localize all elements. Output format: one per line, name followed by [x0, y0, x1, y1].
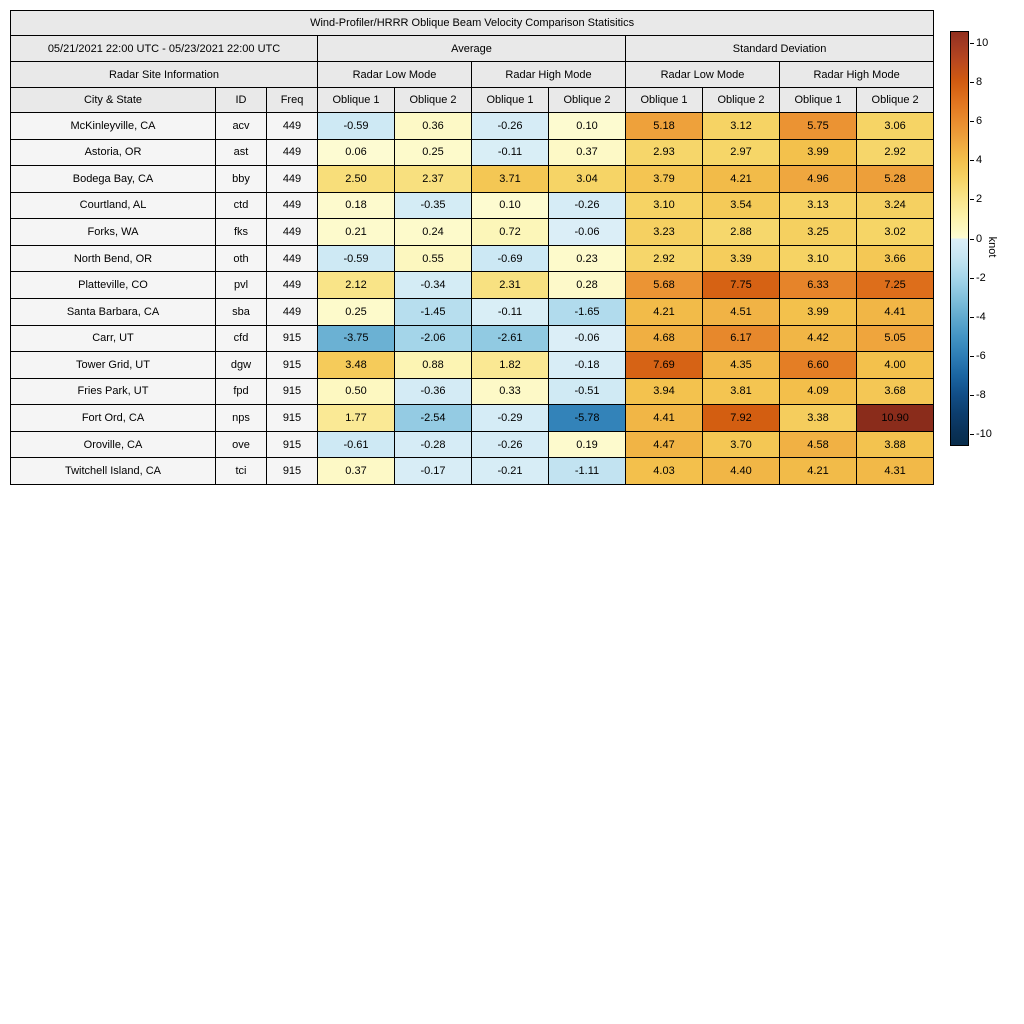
colorbar-tick-mark	[970, 434, 974, 435]
column-header-oblique2: Oblique 2	[857, 88, 934, 113]
value-cell: 0.25	[395, 139, 472, 166]
value-cell: 3.10	[780, 245, 857, 272]
id-cell: ast	[216, 139, 267, 166]
city-cell: Astoria, OR	[11, 139, 216, 166]
city-cell: Fort Ord, CA	[11, 405, 216, 432]
value-cell: 0.72	[472, 219, 549, 246]
colorbar-tick-mark	[970, 356, 974, 357]
value-cell: 3.02	[857, 219, 934, 246]
id-cell: acv	[216, 113, 267, 140]
value-cell: -0.28	[395, 431, 472, 458]
mode-header-avg-low: Radar Low Mode	[318, 62, 472, 88]
city-cell: Santa Barbara, CA	[11, 298, 216, 325]
value-cell: 3.04	[549, 166, 626, 193]
group-header-average: Average	[318, 36, 626, 62]
table-row	[11, 325, 934, 352]
value-cell: 4.35	[703, 352, 780, 379]
value-cell: 0.37	[318, 458, 395, 485]
id-cell: fpd	[216, 378, 267, 405]
table-row	[11, 378, 934, 405]
colorbar	[950, 31, 969, 446]
value-cell: 3.81	[703, 378, 780, 405]
id-cell: nps	[216, 405, 267, 432]
value-cell: 6.17	[703, 325, 780, 352]
value-cell: 3.71	[472, 166, 549, 193]
value-cell: -0.51	[549, 378, 626, 405]
value-cell: 3.79	[626, 166, 703, 193]
value-cell: -0.26	[472, 431, 549, 458]
value-cell: 4.41	[857, 298, 934, 325]
value-cell: 3.48	[318, 352, 395, 379]
table-row	[11, 113, 934, 140]
freq-cell: 915	[267, 458, 318, 485]
colorbar-tick-mark	[970, 121, 974, 122]
value-cell: 4.00	[857, 352, 934, 379]
colorbar-tick-label: 2	[976, 193, 983, 206]
group-header-row	[11, 36, 934, 62]
table-row	[11, 139, 934, 166]
value-cell: 3.23	[626, 219, 703, 246]
mode-header-avg-high: Radar High Mode	[472, 62, 626, 88]
table-row	[11, 431, 934, 458]
value-cell: 4.41	[626, 405, 703, 432]
freq-cell: 449	[267, 166, 318, 193]
value-cell: 1.77	[318, 405, 395, 432]
table-row	[11, 352, 934, 379]
value-cell: 2.31	[472, 272, 549, 299]
value-cell: 0.06	[318, 139, 395, 166]
value-cell: -0.21	[472, 458, 549, 485]
table-row	[11, 298, 934, 325]
value-cell: 5.68	[626, 272, 703, 299]
colorbar-tick-mark	[970, 395, 974, 396]
value-cell: -0.59	[318, 113, 395, 140]
value-cell: -2.61	[472, 325, 549, 352]
value-cell: 0.33	[472, 378, 549, 405]
colorbar-tick-label: 6	[976, 115, 983, 127]
table-row	[11, 192, 934, 219]
colorbar-tick-label: -8	[976, 389, 986, 402]
value-cell: 0.88	[395, 352, 472, 379]
colorbar-tick-label: 4	[976, 154, 983, 167]
value-cell: 3.39	[703, 245, 780, 272]
value-cell: 2.92	[626, 245, 703, 272]
value-cell: 10.90	[857, 405, 934, 432]
colorbar-tick-label: -4	[976, 310, 986, 323]
colorbar-tick-mark	[970, 278, 974, 279]
value-cell: 5.18	[626, 113, 703, 140]
id-cell: tci	[216, 458, 267, 485]
mode-header-std-low: Radar Low Mode	[626, 62, 780, 88]
value-cell: 4.58	[780, 431, 857, 458]
city-cell: McKinleyville, CA	[11, 113, 216, 140]
colorbar-unit-label: knot	[986, 236, 998, 258]
freq-cell: 915	[267, 325, 318, 352]
column-header-oblique1: Oblique 1	[472, 88, 549, 113]
city-cell: Oroville, CA	[11, 431, 216, 458]
value-cell: 3.99	[780, 139, 857, 166]
freq-cell: 915	[267, 352, 318, 379]
value-cell: -0.29	[472, 405, 549, 432]
value-cell: -0.17	[395, 458, 472, 485]
value-cell: -0.11	[472, 298, 549, 325]
value-cell: 4.47	[626, 431, 703, 458]
value-cell: 0.37	[549, 139, 626, 166]
column-header-oblique2: Oblique 2	[549, 88, 626, 113]
value-cell: -3.75	[318, 325, 395, 352]
id-cell: dgw	[216, 352, 267, 379]
value-cell: 4.42	[780, 325, 857, 352]
city-cell: Tower Grid, UT	[11, 352, 216, 379]
value-cell: 2.92	[857, 139, 934, 166]
colorbar-tick-label: -6	[976, 350, 986, 362]
value-cell: 2.37	[395, 166, 472, 193]
value-cell: 6.60	[780, 352, 857, 379]
column-header-oblique1: Oblique 1	[780, 88, 857, 113]
value-cell: 3.94	[626, 378, 703, 405]
city-cell: Fries Park, UT	[11, 378, 216, 405]
column-header-oblique1: Oblique 1	[626, 88, 703, 113]
id-cell: oth	[216, 245, 267, 272]
table-row	[11, 219, 934, 246]
colorbar-tick-mark	[970, 82, 974, 83]
city-cell: Platteville, CO	[11, 272, 216, 299]
value-cell: 0.24	[395, 219, 472, 246]
value-cell: 3.68	[857, 378, 934, 405]
value-cell: 0.36	[395, 113, 472, 140]
value-cell: -2.06	[395, 325, 472, 352]
table-row	[11, 458, 934, 485]
value-cell: 5.75	[780, 113, 857, 140]
id-cell: ove	[216, 431, 267, 458]
value-cell: -0.06	[549, 219, 626, 246]
value-cell: 5.05	[857, 325, 934, 352]
freq-cell: 449	[267, 113, 318, 140]
freq-cell: 915	[267, 378, 318, 405]
value-cell: 0.18	[318, 192, 395, 219]
city-cell: Carr, UT	[11, 325, 216, 352]
value-cell: 2.50	[318, 166, 395, 193]
city-cell: Bodega Bay, CA	[11, 166, 216, 193]
value-cell: -0.69	[472, 245, 549, 272]
city-cell: Courtland, AL	[11, 192, 216, 219]
freq-cell: 449	[267, 192, 318, 219]
value-cell: 1.82	[472, 352, 549, 379]
value-cell: 2.12	[318, 272, 395, 299]
value-cell: 4.40	[703, 458, 780, 485]
table-row	[11, 166, 934, 193]
value-cell: -0.35	[395, 192, 472, 219]
value-cell: 4.21	[703, 166, 780, 193]
value-cell: 0.10	[549, 113, 626, 140]
mode-header-row	[11, 62, 934, 88]
id-cell: ctd	[216, 192, 267, 219]
column-header-oblique1: Oblique 1	[318, 88, 395, 113]
value-cell: 0.21	[318, 219, 395, 246]
value-cell: -0.61	[318, 431, 395, 458]
value-cell: 4.21	[780, 458, 857, 485]
value-cell: 3.88	[857, 431, 934, 458]
value-cell: -0.06	[549, 325, 626, 352]
value-cell: 4.96	[780, 166, 857, 193]
value-cell: 3.13	[780, 192, 857, 219]
column-header-city: City & State	[11, 88, 216, 113]
site-info-header: Radar Site Information	[11, 62, 318, 88]
column-header-id: ID	[216, 88, 267, 113]
value-cell: 7.69	[626, 352, 703, 379]
value-cell: 0.23	[549, 245, 626, 272]
value-cell: 2.97	[703, 139, 780, 166]
colorbar-tick-mark	[970, 160, 974, 161]
value-cell: 3.54	[703, 192, 780, 219]
freq-cell: 915	[267, 405, 318, 432]
freq-cell: 449	[267, 245, 318, 272]
table-row	[11, 405, 934, 432]
value-cell: 3.06	[857, 113, 934, 140]
table-row	[11, 272, 934, 299]
value-cell: -0.26	[549, 192, 626, 219]
value-cell: 4.51	[703, 298, 780, 325]
value-cell: 4.21	[626, 298, 703, 325]
value-cell: -0.18	[549, 352, 626, 379]
colorbar-tick-label: 0	[976, 232, 983, 245]
value-cell: -2.54	[395, 405, 472, 432]
value-cell: -0.11	[472, 139, 549, 166]
colorbar-tick-mark	[970, 317, 974, 318]
id-cell: sba	[216, 298, 267, 325]
value-cell: 4.09	[780, 378, 857, 405]
colorbar-tick-label: -10	[976, 428, 992, 441]
city-cell: North Bend, OR	[11, 245, 216, 272]
value-cell: 0.19	[549, 431, 626, 458]
id-cell: fks	[216, 219, 267, 246]
table-row	[11, 245, 934, 272]
stats-table	[10, 10, 934, 485]
id-cell: bby	[216, 166, 267, 193]
freq-cell: 449	[267, 298, 318, 325]
table-body	[11, 113, 934, 485]
value-cell: -0.59	[318, 245, 395, 272]
value-cell: 0.10	[472, 192, 549, 219]
value-cell: 4.03	[626, 458, 703, 485]
mode-header-std-high: Radar High Mode	[780, 62, 934, 88]
value-cell: 4.31	[857, 458, 934, 485]
value-cell: 4.68	[626, 325, 703, 352]
chart-title: Wind-Profiler/HRRR Oblique Beam Velocity Comparison Statisitics	[11, 11, 934, 36]
value-cell: 2.88	[703, 219, 780, 246]
value-cell: 3.12	[703, 113, 780, 140]
value-cell: 0.55	[395, 245, 472, 272]
title-row	[11, 11, 934, 36]
value-cell: -1.11	[549, 458, 626, 485]
value-cell: 3.25	[780, 219, 857, 246]
city-cell: Forks, WA	[11, 219, 216, 246]
value-cell: 7.25	[857, 272, 934, 299]
value-cell: 3.24	[857, 192, 934, 219]
column-header-oblique2: Oblique 2	[395, 88, 472, 113]
value-cell: 0.50	[318, 378, 395, 405]
freq-cell: 449	[267, 272, 318, 299]
value-cell: -1.65	[549, 298, 626, 325]
colorbar-tick-label: -2	[976, 271, 986, 284]
value-cell: 2.93	[626, 139, 703, 166]
value-cell: 3.66	[857, 245, 934, 272]
value-cell: 3.99	[780, 298, 857, 325]
id-cell: cfd	[216, 325, 267, 352]
value-cell: 3.38	[780, 405, 857, 432]
city-cell: Twitchell Island, CA	[11, 458, 216, 485]
value-cell: 6.33	[780, 272, 857, 299]
freq-cell: 449	[267, 139, 318, 166]
freq-cell: 915	[267, 431, 318, 458]
value-cell: 3.10	[626, 192, 703, 219]
value-cell: 7.92	[703, 405, 780, 432]
value-cell: 5.28	[857, 166, 934, 193]
value-cell: 3.70	[703, 431, 780, 458]
column-header-oblique2: Oblique 2	[703, 88, 780, 113]
value-cell: 0.28	[549, 272, 626, 299]
value-cell: -1.45	[395, 298, 472, 325]
value-cell: -5.78	[549, 405, 626, 432]
colorbar-tick-mark	[970, 239, 974, 240]
column-header-row	[11, 88, 934, 113]
value-cell: 7.75	[703, 272, 780, 299]
value-cell: -0.36	[395, 378, 472, 405]
freq-cell: 449	[267, 219, 318, 246]
column-header-freq: Freq	[267, 88, 318, 113]
colorbar-tick-mark	[970, 199, 974, 200]
colorbar-tick-label: 10	[976, 36, 989, 49]
group-header-standard-deviation: Standard Deviation	[626, 36, 934, 62]
value-cell: -0.26	[472, 113, 549, 140]
value-cell: -0.34	[395, 272, 472, 299]
value-cell: 0.25	[318, 298, 395, 325]
id-cell: pvl	[216, 272, 267, 299]
colorbar-tick-label: 8	[976, 75, 983, 88]
colorbar-tick-mark	[970, 43, 974, 44]
date-range: 05/21/2021 22:00 UTC - 05/23/2021 22:00 UTC	[11, 36, 318, 62]
